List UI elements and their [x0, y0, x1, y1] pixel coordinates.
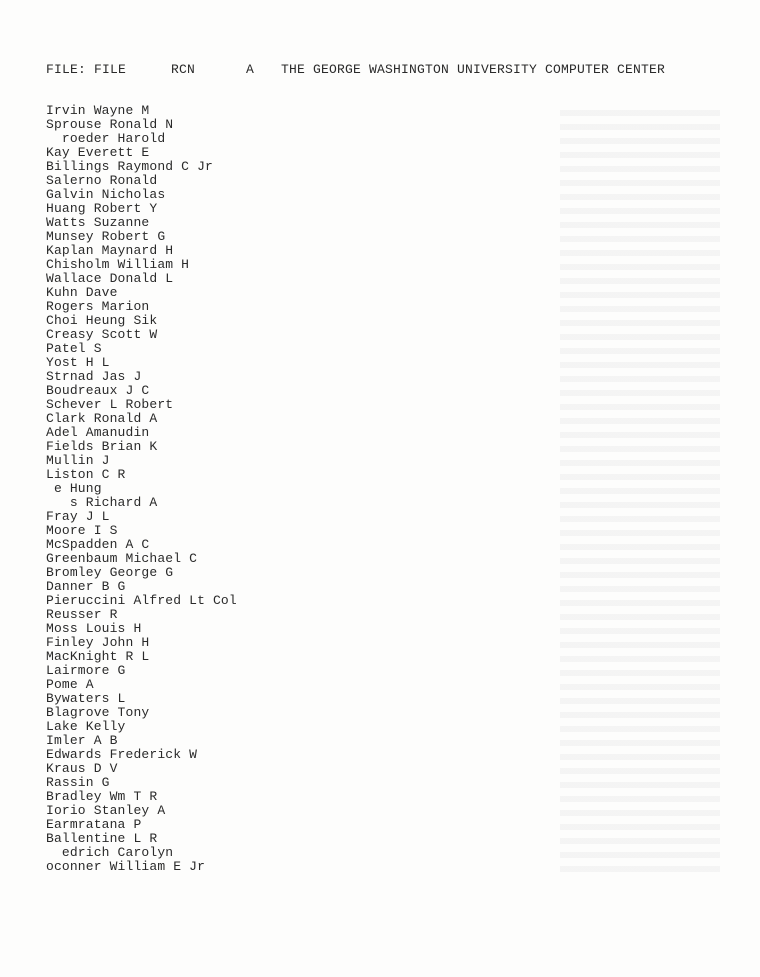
name-entry: Iorio Stanley A	[46, 803, 166, 818]
name-entry: Huang Robert Y	[46, 201, 158, 216]
name-entry: Galvin Nicholas	[46, 187, 166, 202]
name-entry: Mullin J	[46, 453, 110, 468]
name-entry: MacKnight R L	[46, 649, 150, 664]
name-entry: Moore I S	[46, 523, 118, 538]
name-entry: Rassin G	[46, 775, 110, 790]
name-entry: Watts Suzanne	[46, 215, 150, 230]
name-entry: Creasy Scott W	[46, 327, 158, 342]
name-entry: Sprouse Ronald N	[46, 117, 174, 132]
name-entry: Fields Brian K	[46, 439, 158, 454]
name-entry: Salerno Ronald	[46, 173, 158, 188]
name-entry: Greenbaum Michael C	[46, 551, 198, 566]
rcn-label: RCN	[171, 62, 196, 77]
code-label: A	[246, 62, 255, 77]
name-entry: Lairmore G	[46, 663, 126, 678]
name-entry: roeder Harold	[46, 131, 166, 146]
name-entry: Kraus D V	[46, 761, 118, 776]
name-entry: Pome A	[46, 677, 94, 692]
name-entry: oconner William E Jr	[46, 859, 206, 874]
name-entry: Munsey Robert G	[46, 229, 166, 244]
name-entry: Moss Louis H	[46, 621, 142, 636]
name-entry: Schever L Robert	[46, 397, 174, 412]
name-entry: s Richard A	[46, 495, 158, 510]
name-entry: Lake Kelly	[46, 719, 126, 734]
name-entry: Bromley George G	[46, 565, 174, 580]
name-entry: Ballentine L R	[46, 831, 158, 846]
name-entry: Billings Raymond C Jr	[46, 159, 213, 174]
name-entry: Bradley Wm T R	[46, 789, 158, 804]
name-entry: Irvin Wayne M	[46, 103, 150, 118]
name-entry: Clark Ronald A	[46, 411, 158, 426]
name-entry: Edwards Frederick W	[46, 747, 198, 762]
name-entry: Chisholm William H	[46, 257, 190, 272]
name-entry: Liston C R	[46, 467, 126, 482]
name-entry: Blagrove Tony	[46, 705, 150, 720]
name-entry: Choi Heung Sik	[46, 313, 158, 328]
name-list	[46, 104, 237, 874]
name-entry: Reusser R	[46, 607, 118, 622]
name-entry: Pieruccini Alfred Lt Col	[46, 593, 237, 608]
name-entry: Adel Amanudin	[46, 425, 150, 440]
name-entry: edrich Carolyn	[46, 845, 174, 860]
name-entry: Fray J L	[46, 509, 110, 524]
name-entry: Kaplan Maynard H	[46, 243, 174, 258]
name-entry: Kay Everett E	[46, 145, 150, 160]
name-entry: Earmratana P	[46, 817, 142, 832]
name-entry: Imler A B	[46, 733, 118, 748]
name-entry: Wallace Donald L	[46, 271, 174, 286]
name-entry: McSpadden A C	[46, 537, 150, 552]
name-entry: Kuhn Dave	[46, 285, 118, 300]
file-label: FILE: FILE	[46, 62, 127, 77]
name-entry: Rogers Marion	[46, 299, 150, 314]
name-entry: Yost H L	[46, 355, 110, 370]
name-entry: Patel S	[46, 341, 102, 356]
name-entry: Boudreaux J C	[46, 383, 150, 398]
name-entry: Danner B G	[46, 579, 126, 594]
institution-title: THE GEORGE WASHINGTON UNIVERSITY COMPUTER CENTER	[281, 62, 666, 77]
name-entry: e Hung	[46, 481, 102, 496]
name-entry: Strnad Jas J	[46, 369, 142, 384]
name-entry: Bywaters L	[46, 691, 126, 706]
name-entry: Finley John H	[46, 635, 150, 650]
bleed-through-shadow	[560, 110, 720, 880]
